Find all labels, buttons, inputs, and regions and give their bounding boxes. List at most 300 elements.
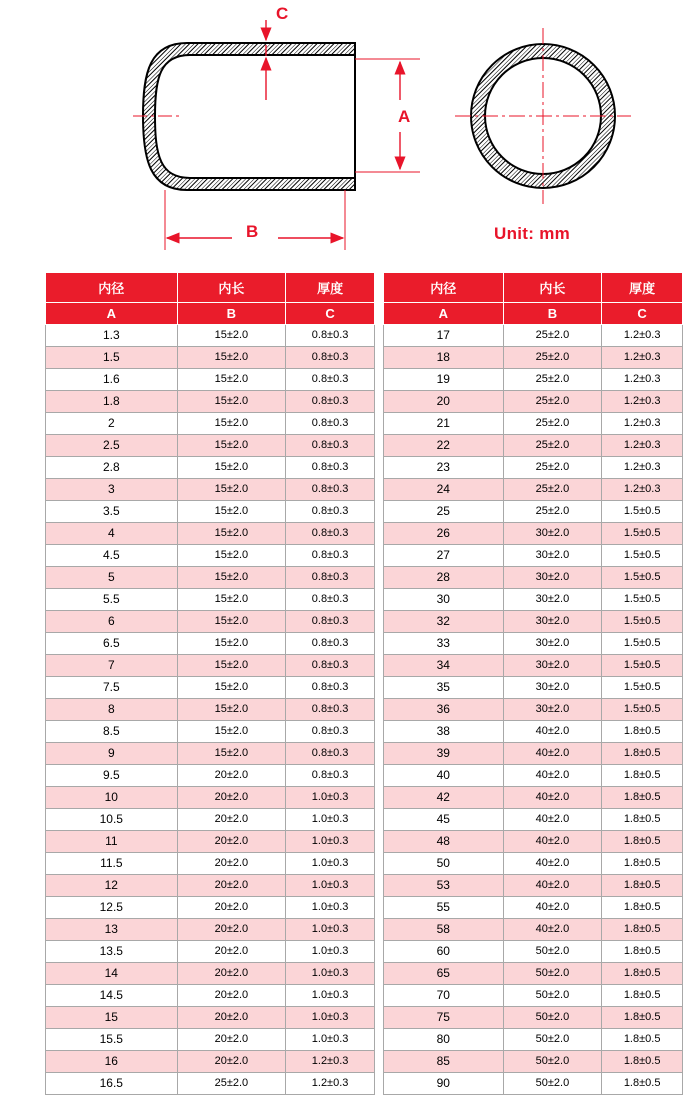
table-cell-c: 1.0±0.3 [286,787,375,809]
table-cell-b: 30±2.0 [503,567,602,589]
table-cell-a: 26 [384,523,504,545]
table-cell-c: 0.8±0.3 [286,721,375,743]
table-row [46,1029,375,1051]
table-cell-b: 15±2.0 [177,413,286,435]
table-row [384,347,683,369]
table-row [384,1051,683,1073]
table-row [46,677,375,699]
table-cell-a: 1.5 [46,347,178,369]
table-cell-a: 14 [46,963,178,985]
table-row [384,809,683,831]
table-cell-b: 15±2.0 [177,655,286,677]
table-cell-c: 1.5±0.5 [602,501,683,523]
table-row [46,611,375,633]
table-cell-c: 1.5±0.5 [602,611,683,633]
table-cell-a: 11 [46,831,178,853]
table-cell-a: 39 [384,743,504,765]
table-cell-c: 1.0±0.3 [286,1029,375,1051]
table-row [384,457,683,479]
table-cell-b: 25±2.0 [503,457,602,479]
table-cell-b: 15±2.0 [177,743,286,765]
table-cell-b: 25±2.0 [503,369,602,391]
table-cell-a: 15 [46,1007,178,1029]
table-cell-b: 30±2.0 [503,545,602,567]
table-cell-b: 25±2.0 [503,413,602,435]
table-row [46,963,375,985]
table-cell-c: 1.0±0.3 [286,985,375,1007]
table-cell-c: 0.8±0.3 [286,391,375,413]
table-cell-c: 1.8±0.5 [602,853,683,875]
table-cell-a: 48 [384,831,504,853]
table-cell-a: 80 [384,1029,504,1051]
table-cell-a: 2.8 [46,457,178,479]
table-cell-a: 53 [384,875,504,897]
table-cell-a: 28 [384,567,504,589]
table-cell-c: 1.0±0.3 [286,875,375,897]
table-cell-b: 15±2.0 [177,567,286,589]
table-cell-b: 40±2.0 [503,853,602,875]
table-row [46,413,375,435]
table-cell-a: 10 [46,787,178,809]
table-cell-b: 50±2.0 [503,1007,602,1029]
table-cell-a: 85 [384,1051,504,1073]
table-cell-b: 15±2.0 [177,699,286,721]
table-cell-c: 1.5±0.5 [602,699,683,721]
header-letter-c: C [602,303,683,325]
table-cell-c: 1.0±0.3 [286,897,375,919]
table-row [384,1007,683,1029]
table-cell-b: 25±2.0 [503,391,602,413]
table-cell-b: 15±2.0 [177,369,286,391]
table-row [384,831,683,853]
table-cell-b: 30±2.0 [503,589,602,611]
table-cell-b: 30±2.0 [503,699,602,721]
table-cell-b: 20±2.0 [177,1007,286,1029]
table-cell-c: 1.2±0.3 [602,479,683,501]
table-cell-c: 1.8±0.5 [602,1073,683,1095]
table-cell-a: 34 [384,655,504,677]
header-letter-c: C [286,303,375,325]
diagram-svg [0,0,685,268]
table-cell-b: 40±2.0 [503,743,602,765]
dimension-label-a: A [398,107,411,126]
table-cell-c: 1.2±0.3 [602,391,683,413]
table-cell-b: 40±2.0 [503,765,602,787]
table-cell-a: 21 [384,413,504,435]
table-cell-c: 1.8±0.5 [602,809,683,831]
table-cell-c: 1.2±0.3 [602,325,683,347]
table-cell-c: 1.5±0.5 [602,655,683,677]
table-cell-a: 17 [384,325,504,347]
table-cell-a: 9 [46,743,178,765]
table-cell-b: 40±2.0 [503,875,602,897]
table-cell-b: 50±2.0 [503,1051,602,1073]
header-letter-b: B [503,303,602,325]
table-cell-b: 25±2.0 [177,1073,286,1095]
table-cell-c: 0.8±0.3 [286,677,375,699]
table-cell-a: 13.5 [46,941,178,963]
spec-tables [0,272,685,1095]
table-cell-a: 58 [384,919,504,941]
table-row [46,721,375,743]
table-cell-b: 15±2.0 [177,391,286,413]
table-cell-c: 1.2±0.3 [602,347,683,369]
table-cell-b: 20±2.0 [177,897,286,919]
table-cell-c: 0.8±0.3 [286,567,375,589]
table-row [384,501,683,523]
table-cell-a: 18 [384,347,504,369]
table-cell-a: 2.5 [46,435,178,457]
table-row [46,809,375,831]
table-row [384,919,683,941]
table-row [384,545,683,567]
table-row [384,1029,683,1051]
table-cell-c: 0.8±0.3 [286,655,375,677]
cap-inner-cavity [155,55,355,178]
table-row [46,919,375,941]
table-cell-c: 0.8±0.3 [286,369,375,391]
table-cell-b: 30±2.0 [503,633,602,655]
table-row [46,875,375,897]
table-cell-c: 1.5±0.5 [602,589,683,611]
table-cell-c: 1.5±0.5 [602,633,683,655]
table-cell-a: 9.5 [46,765,178,787]
header-cn-a: 内径 [46,273,178,303]
table-cell-a: 45 [384,809,504,831]
table-cell-b: 15±2.0 [177,457,286,479]
table-cell-a: 50 [384,853,504,875]
table-cell-c: 1.8±0.5 [602,897,683,919]
table-cell-b: 40±2.0 [503,831,602,853]
table-cell-c: 1.0±0.3 [286,963,375,985]
table-row [384,633,683,655]
table-cell-a: 1.8 [46,391,178,413]
table-cell-c: 1.8±0.5 [602,1029,683,1051]
table-cell-c: 0.8±0.3 [286,633,375,655]
table-cell-a: 20 [384,391,504,413]
table-cell-c: 1.2±0.3 [602,369,683,391]
table-cell-c: 1.8±0.5 [602,787,683,809]
table-row [384,523,683,545]
table-cell-b: 15±2.0 [177,347,286,369]
table-cell-a: 30 [384,589,504,611]
table-row [46,831,375,853]
table-cell-b: 25±2.0 [503,435,602,457]
table-cell-a: 1.6 [46,369,178,391]
table-cell-a: 40 [384,765,504,787]
table-row [384,853,683,875]
table-row [384,369,683,391]
table-cell-b: 15±2.0 [177,523,286,545]
table-row [384,875,683,897]
table-cell-a: 12.5 [46,897,178,919]
table-row [46,391,375,413]
table-row [46,501,375,523]
table-cell-a: 27 [384,545,504,567]
table-cell-b: 40±2.0 [503,721,602,743]
table-cell-c: 1.0±0.3 [286,1007,375,1029]
table-cell-a: 16.5 [46,1073,178,1095]
table-cell-a: 3.5 [46,501,178,523]
table-cell-c: 0.8±0.3 [286,523,375,545]
table-row [46,897,375,919]
table-cell-c: 0.8±0.3 [286,347,375,369]
table-cell-c: 1.8±0.5 [602,875,683,897]
table-row [46,523,375,545]
table-cell-c: 1.8±0.5 [602,941,683,963]
table-cell-a: 4.5 [46,545,178,567]
table-row [46,457,375,479]
table-cell-c: 1.8±0.5 [602,1051,683,1073]
table-cell-a: 38 [384,721,504,743]
table-row [46,655,375,677]
table-cell-c: 1.5±0.5 [602,545,683,567]
table-cell-b: 20±2.0 [177,919,286,941]
table-row [384,567,683,589]
table-row [46,985,375,1007]
table-cell-a: 55 [384,897,504,919]
header-cn-c: 厚度 [602,273,683,303]
table-row [46,369,375,391]
table-row [46,567,375,589]
table-cell-b: 50±2.0 [503,963,602,985]
table-cell-b: 15±2.0 [177,325,286,347]
table-row [46,589,375,611]
table-cell-c: 1.2±0.3 [602,413,683,435]
table-row [46,699,375,721]
table-cell-c: 1.0±0.3 [286,853,375,875]
table-row [46,941,375,963]
table-cell-b: 15±2.0 [177,479,286,501]
table-cell-b: 40±2.0 [503,787,602,809]
table-cell-a: 14.5 [46,985,178,1007]
table-cell-a: 7 [46,655,178,677]
table-cell-a: 33 [384,633,504,655]
table-cell-c: 1.8±0.5 [602,721,683,743]
table-cell-c: 0.8±0.3 [286,765,375,787]
table-cell-c: 1.0±0.3 [286,831,375,853]
table-row [384,325,683,347]
table-cell-c: 1.8±0.5 [602,1007,683,1029]
table-row [384,765,683,787]
table-row [384,589,683,611]
dimension-label-b: B [246,222,259,241]
table-row [46,347,375,369]
table-row [46,1051,375,1073]
table-cell-c: 1.8±0.5 [602,985,683,1007]
table-cell-c: 1.5±0.5 [602,523,683,545]
table-cell-c: 1.2±0.3 [286,1073,375,1095]
table-cell-b: 15±2.0 [177,611,286,633]
header-cn-b: 内长 [177,273,286,303]
table-cell-a: 42 [384,787,504,809]
table-row [384,721,683,743]
table-cell-b: 15±2.0 [177,545,286,567]
table-cell-a: 4 [46,523,178,545]
spec-table-right [383,272,683,1095]
table-row [46,545,375,567]
table-cell-b: 20±2.0 [177,985,286,1007]
table-cell-b: 25±2.0 [503,325,602,347]
table-row [384,655,683,677]
table-cell-b: 40±2.0 [503,919,602,941]
table-cell-b: 50±2.0 [503,941,602,963]
table-cell-b: 25±2.0 [503,479,602,501]
table-row [384,941,683,963]
table-cell-b: 20±2.0 [177,787,286,809]
table-cell-c: 0.8±0.3 [286,435,375,457]
table-cell-c: 1.0±0.3 [286,809,375,831]
table-cell-c: 0.8±0.3 [286,589,375,611]
table-cell-a: 12 [46,875,178,897]
table-cell-b: 15±2.0 [177,589,286,611]
header-cn-a: 内径 [384,273,504,303]
table-row [46,479,375,501]
spec-table-left [45,272,375,1095]
header-cn-b: 内长 [503,273,602,303]
table-cell-b: 20±2.0 [177,1029,286,1051]
table-cell-a: 6.5 [46,633,178,655]
header-cn-c: 厚度 [286,273,375,303]
table-row [46,1007,375,1029]
table-row [384,435,683,457]
spec-table-right-body [384,325,683,1095]
table-cell-c: 1.2±0.3 [602,457,683,479]
table-cell-a: 36 [384,699,504,721]
table-cell-a: 8 [46,699,178,721]
header-letter-b: B [177,303,286,325]
table-cell-c: 1.8±0.5 [602,743,683,765]
table-cell-a: 70 [384,985,504,1007]
table-row [46,633,375,655]
table-row [384,413,683,435]
table-row [46,765,375,787]
table-cell-b: 15±2.0 [177,721,286,743]
table-cell-a: 6 [46,611,178,633]
table-cell-a: 13 [46,919,178,941]
table-cell-b: 15±2.0 [177,633,286,655]
table-row [384,787,683,809]
table-row [384,479,683,501]
table-cell-c: 1.5±0.5 [602,677,683,699]
table-cell-a: 22 [384,435,504,457]
table-cell-b: 15±2.0 [177,501,286,523]
table-cell-a: 60 [384,941,504,963]
table-cell-c: 0.8±0.3 [286,743,375,765]
table-row [384,1073,683,1095]
table-row [46,743,375,765]
table-cell-b: 50±2.0 [503,985,602,1007]
table-cell-c: 0.8±0.3 [286,413,375,435]
table-cell-a: 10.5 [46,809,178,831]
table-cell-a: 5.5 [46,589,178,611]
table-row [384,391,683,413]
table-cell-b: 20±2.0 [177,809,286,831]
table-cell-a: 11.5 [46,853,178,875]
table-cell-c: 0.8±0.3 [286,611,375,633]
table-cell-b: 20±2.0 [177,1051,286,1073]
table-cell-b: 30±2.0 [503,611,602,633]
table-row [384,677,683,699]
header-letter-a: A [46,303,178,325]
spec-table-left-body [46,325,375,1095]
table-row [384,743,683,765]
table-cell-a: 23 [384,457,504,479]
table-cell-c: 0.8±0.3 [286,479,375,501]
table-cell-c: 0.8±0.3 [286,699,375,721]
table-cell-b: 20±2.0 [177,853,286,875]
table-cell-b: 40±2.0 [503,809,602,831]
table-cell-c: 1.2±0.3 [286,1051,375,1073]
product-diagram [0,0,685,268]
table-cell-c: 1.5±0.5 [602,567,683,589]
table-cell-a: 25 [384,501,504,523]
table-cell-b: 15±2.0 [177,677,286,699]
table-cell-b: 50±2.0 [503,1029,602,1051]
table-cell-a: 15.5 [46,1029,178,1051]
table-cell-a: 5 [46,567,178,589]
table-cell-b: 30±2.0 [503,523,602,545]
table-cell-a: 16 [46,1051,178,1073]
table-cell-a: 19 [384,369,504,391]
table-cell-b: 40±2.0 [503,897,602,919]
table-cell-c: 1.0±0.3 [286,941,375,963]
table-cell-a: 7.5 [46,677,178,699]
table-row [384,897,683,919]
table-row [46,1073,375,1095]
table-row [384,985,683,1007]
table-cell-b: 15±2.0 [177,435,286,457]
table-row [46,435,375,457]
table-cell-c: 1.2±0.3 [602,435,683,457]
table-cell-b: 20±2.0 [177,963,286,985]
table-cell-b: 30±2.0 [503,655,602,677]
table-cell-b: 50±2.0 [503,1073,602,1095]
table-cell-a: 2 [46,413,178,435]
table-cell-a: 8.5 [46,721,178,743]
table-row [46,325,375,347]
table-cell-b: 30±2.0 [503,677,602,699]
table-cell-a: 90 [384,1073,504,1095]
table-cell-b: 20±2.0 [177,875,286,897]
table-cell-a: 24 [384,479,504,501]
table-cell-c: 1.8±0.5 [602,919,683,941]
table-cell-b: 25±2.0 [503,501,602,523]
table-row [384,611,683,633]
table-row [384,963,683,985]
table-cell-b: 25±2.0 [503,347,602,369]
table-cell-a: 75 [384,1007,504,1029]
table-cell-c: 1.0±0.3 [286,919,375,941]
table-row [46,787,375,809]
table-cell-a: 35 [384,677,504,699]
table-cell-a: 3 [46,479,178,501]
unit-label: Unit: mm [494,224,571,243]
table-cell-c: 1.8±0.5 [602,831,683,853]
table-cell-c: 0.8±0.3 [286,457,375,479]
table-cell-a: 65 [384,963,504,985]
table-cell-c: 0.8±0.3 [286,501,375,523]
header-letter-a: A [384,303,504,325]
table-row [46,853,375,875]
table-cell-c: 0.8±0.3 [286,545,375,567]
table-cell-a: 32 [384,611,504,633]
dimension-label-c: C [276,4,289,23]
table-cell-c: 0.8±0.3 [286,325,375,347]
table-cell-a: 1.3 [46,325,178,347]
table-cell-b: 20±2.0 [177,831,286,853]
table-cell-b: 20±2.0 [177,941,286,963]
